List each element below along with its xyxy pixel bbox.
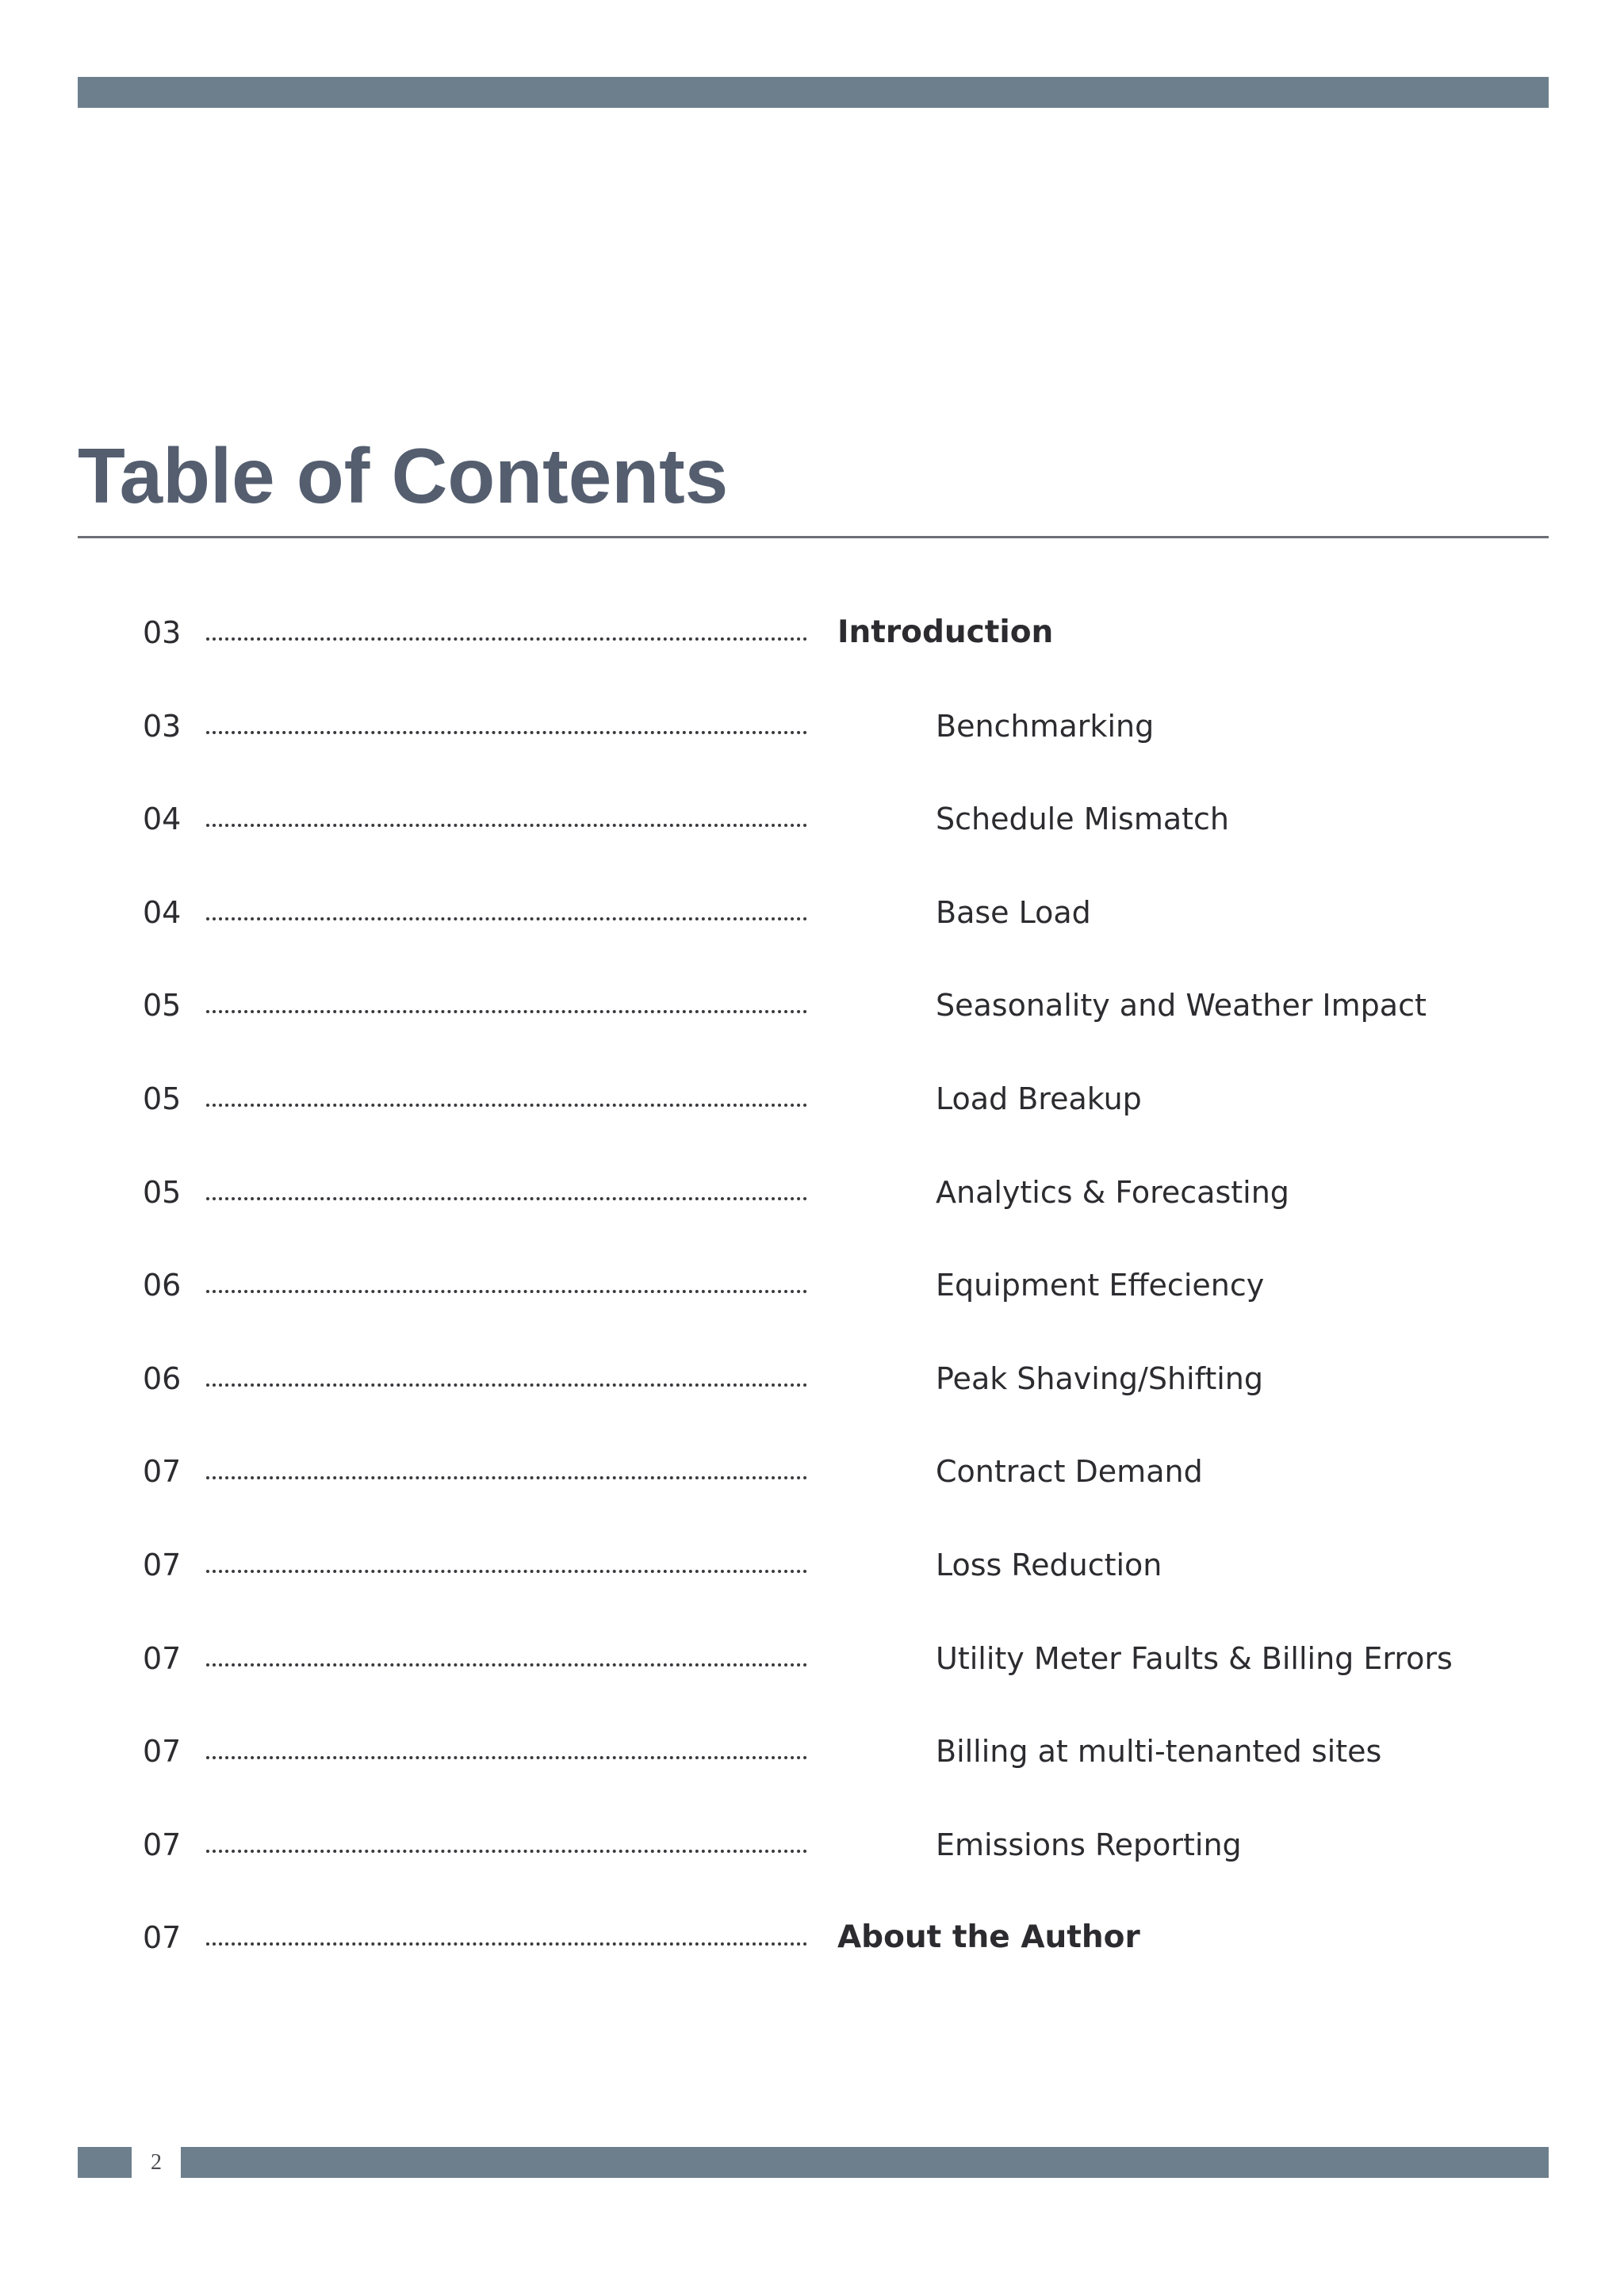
toc-subsection-title: Base Load [936, 895, 1091, 930]
toc-entry[interactable] [0, 1067, 1624, 1131]
toc-subsection-title: Loss Reduction [936, 1548, 1162, 1582]
toc-entry[interactable] [0, 1627, 1624, 1690]
toc-subsection-title: Emissions Reporting [936, 1827, 1242, 1862]
toc-dot-leader [206, 1104, 807, 1107]
page-title: Table of Contents [78, 432, 729, 519]
table-of-contents [0, 601, 1624, 1955]
toc-entry[interactable] [0, 1440, 1624, 1503]
toc-section-title: About the Author [837, 1919, 1140, 1955]
footer-bar-left [78, 2147, 132, 2178]
toc-subsection-title: Schedule Mismatch [936, 802, 1230, 836]
page-number: 2 [151, 2150, 162, 2175]
toc-subsection-title: Contract Demand [936, 1454, 1203, 1489]
toc-page-number: 03 [143, 615, 182, 650]
toc-subsection-title: Seasonality and Weather Impact [936, 988, 1427, 1023]
toc-dot-leader [206, 1756, 807, 1759]
toc-subsection-title: Utility Meter Faults & Billing Errors [936, 1641, 1453, 1676]
toc-dot-leader [206, 1570, 807, 1573]
toc-page-number: 07 [143, 1454, 182, 1489]
toc-page-number: 04 [143, 802, 182, 836]
toc-entry[interactable] [0, 1533, 1624, 1597]
toc-entry[interactable] [0, 974, 1624, 1037]
toc-dot-leader [206, 1663, 807, 1667]
header-bar [78, 77, 1549, 108]
toc-dot-leader [206, 1290, 807, 1293]
toc-entry[interactable] [0, 1253, 1624, 1317]
toc-entry[interactable] [0, 601, 1624, 664]
toc-subsection-title: Analytics & Forecasting [936, 1175, 1289, 1210]
toc-page-number: 07 [143, 1548, 182, 1582]
toc-dot-leader [206, 917, 807, 920]
toc-dot-leader [206, 1850, 807, 1853]
footer-bar-right [181, 2147, 1549, 2178]
toc-dot-leader [206, 1010, 807, 1013]
toc-entry[interactable] [0, 1347, 1624, 1410]
toc-page-number: 07 [143, 1641, 182, 1676]
toc-entry[interactable] [0, 1161, 1624, 1224]
toc-page-number: 03 [143, 709, 182, 744]
toc-dot-leader [206, 1383, 807, 1387]
title-divider [78, 536, 1549, 538]
toc-subsection-title: Equipment Effeciency [936, 1268, 1265, 1303]
toc-entry[interactable] [0, 787, 1624, 851]
toc-subsection-title: Benchmarking [936, 709, 1155, 744]
toc-dot-leader [206, 1476, 807, 1479]
toc-page-number: 06 [143, 1268, 182, 1303]
toc-dot-leader [206, 1942, 807, 1946]
toc-section-title: Introduction [837, 614, 1054, 650]
toc-page-number: 05 [143, 1081, 182, 1116]
toc-subsection-title: Load Breakup [936, 1081, 1142, 1116]
toc-subsection-title: Peak Shaving/Shifting [936, 1361, 1263, 1396]
toc-page-number: 07 [143, 1920, 182, 1955]
toc-entry[interactable] [0, 1720, 1624, 1783]
toc-entry[interactable] [0, 881, 1624, 944]
toc-subsection-title: Billing at multi-tenanted sites [936, 1734, 1382, 1769]
toc-page-number: 07 [143, 1734, 182, 1769]
toc-page-number: 07 [143, 1827, 182, 1862]
toc-page-number: 05 [143, 1175, 182, 1210]
toc-dot-leader [206, 1197, 807, 1200]
toc-page-number: 05 [143, 988, 182, 1023]
toc-dot-leader [206, 824, 807, 827]
toc-entry[interactable] [0, 1813, 1624, 1877]
toc-page-number: 06 [143, 1361, 182, 1396]
toc-dot-leader [206, 637, 807, 641]
toc-entry[interactable] [0, 1906, 1624, 1969]
toc-entry[interactable] [0, 695, 1624, 758]
toc-dot-leader [206, 731, 807, 734]
toc-page-number: 04 [143, 895, 182, 930]
